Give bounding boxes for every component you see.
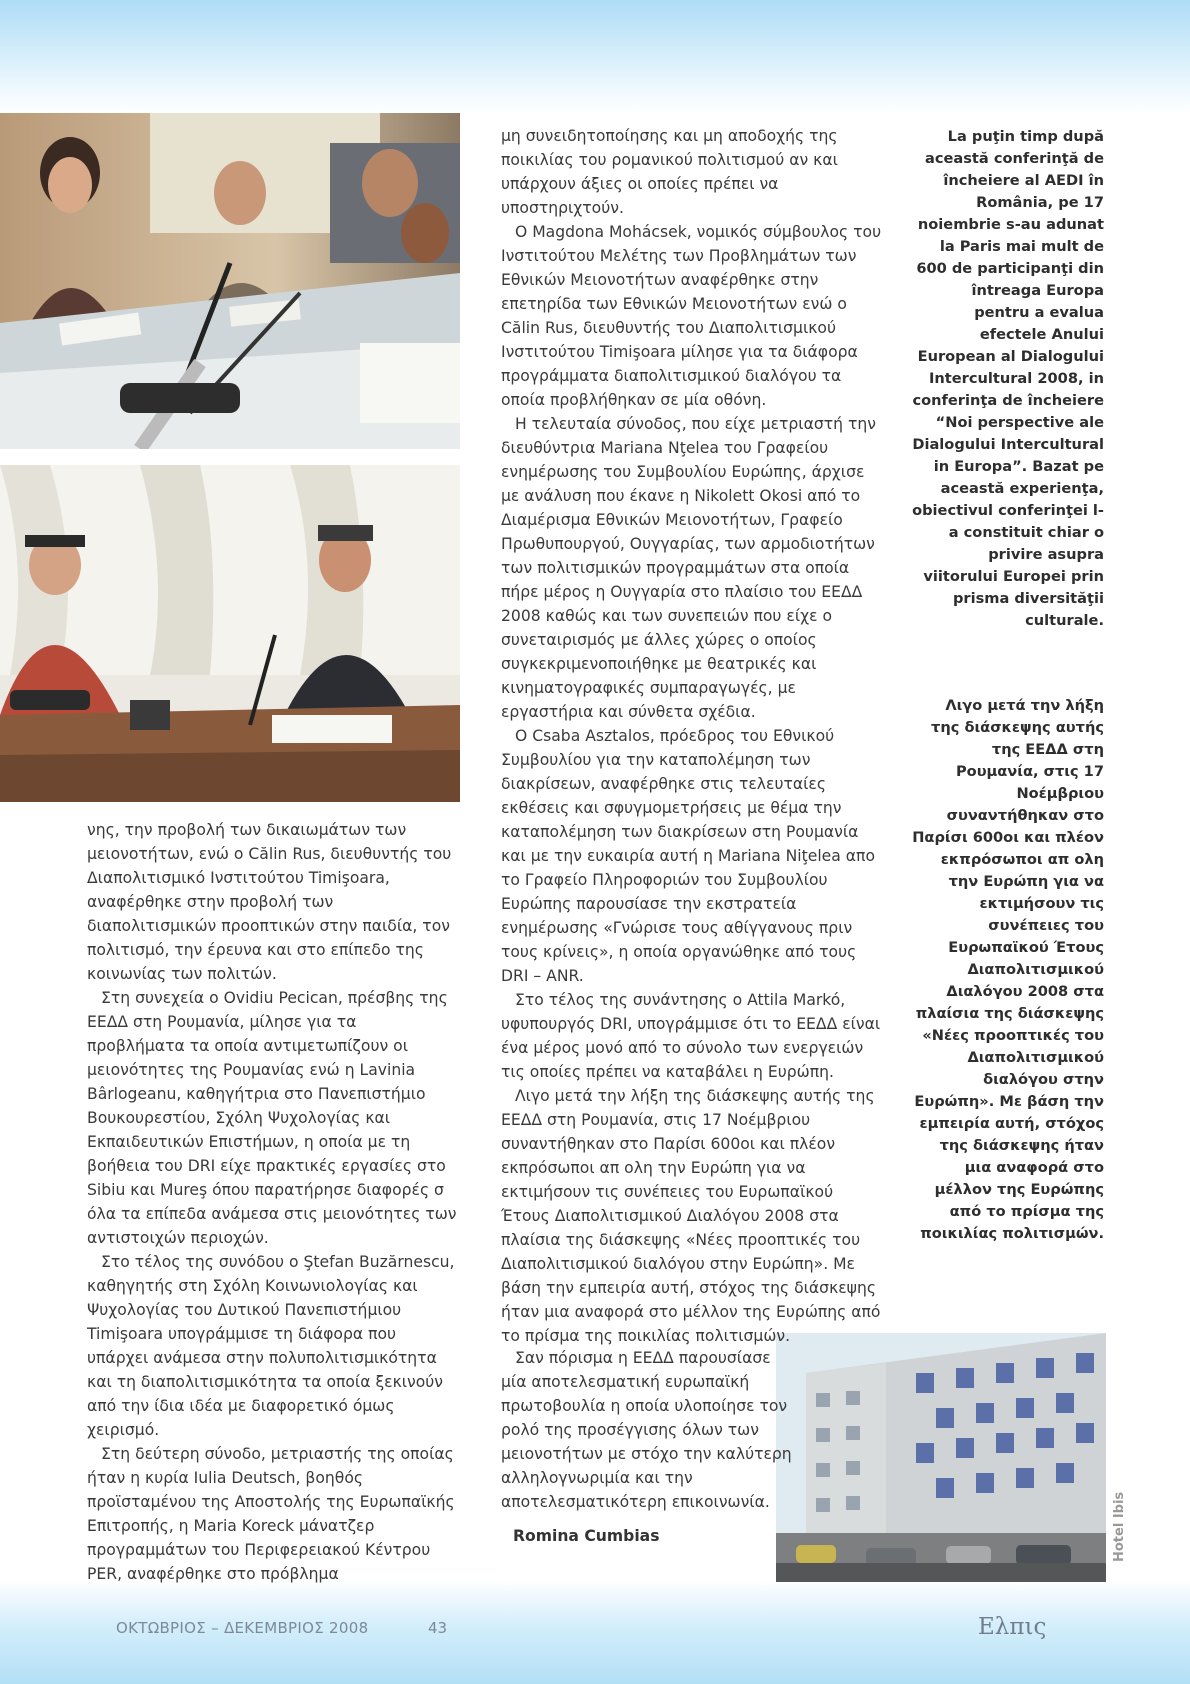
paragraph: Σαν πόρισμα η ΕΕΔΔ παρουσίασε μία αποτελεσματική ευρωπαϊκή πρωτοβουλία η οποία υλοποίησε τον ρολό της προσέγγισης όλων των μειονοτήτων με στόχο την καλύτερη αλληλογνωριμία και την αποτελεσματικότερη επικοινωνία.	[501, 1349, 792, 1511]
sidebar-greek	[912, 695, 1104, 1245]
conference-panel-photo	[0, 113, 460, 449]
paragraph: Στη δεύτερη σύνοδο, μετριαστής της οποίας ήταν η κυρία Iulia Deutsch, βοηθός προϊσταμένου της Αποστολής της Ευρωπαϊκής Επιτροπής, η Maria Koreck μάνατζερ προγραμμάτων του Περιφερειακού Κέντρου PER, αναφέρθηκε στο πρόβλημα	[87, 1445, 455, 1583]
hotel-photo-caption: Hotel Ibis	[1112, 1491, 1127, 1562]
sidebar-romanian-text: La puţin timp după această conferinţă de încheiere al AEDI în România, pe 17 noiembrie s-au adunat la Paris mai mult de 600 de participanţi din întreaga Europa pentru a evalua efectele Anului European al Dialogului Intercultural 2008, in conferinţa de încheiere “Noi perspective ale Dialogului Intercultural in Europa”. Bazat pe această experienţa, obiectivul conferinţei l-a constituit chiar o privire asupra viitorului Europei prin prisma diversităţii culturale.	[912, 128, 1104, 629]
paragraph: O Magdona Mohácsek, νομικός σύμβουλος του Ινστιτούτου Μελέτης των Προβλημάτων των Εθνικών Μειονοτήτων αναφέρθηκε στην επετηρίδα των Εθνικών Μειονοτήτων ενώ ο Călin Rus, διευθυντής του Διαπολιτισμικού Ινστιτούτου Timişoara μίλησε για τα διάφορα προγράμματα διαπολιτισμικού διαλόγου τα οποία προβλήθηκαν σε μία οθόνη.	[501, 223, 882, 409]
author-signature: Romina Cumbias	[513, 1527, 660, 1545]
paragraph: O Csaba Asztalos, πρόεδρος του Εθνικού Συμβουλίου για την καταπολέμηση των διακρίσεων, αναφέρθηκε στις τελευταίες εκθέσεις και σφυγμομετρήσεις με θέμα την καταπολέμηση των διακρίσεων στη Ρουμανία και με την ευκαιρία αυτή η Mariana Niţelea απο το Γραφείο Πληροφοριών του Συμβουλίου Ευρώπης παρουσίασε την εκστρατεία ενημέρωσης «Γνώρισε τους αθίγγανους πριν τους κρίνεις», η οποία οργανώθηκε από τους DRI – ANR.	[501, 727, 875, 985]
conference-speakers-photo	[0, 465, 460, 802]
paragraph: νης, την προβολή των δικαιωμάτων των μειονοτήτων, ενώ ο Călin Rus, διευθυντής του Διαπολιτισμικό Ινστιτούτου Timişoara, αναφέρθηκε στην προβολή των διαπολιτισμικών προοπτικών στην παιδία, τον πολιτισμό, την έρευνα και στο επίπεδο της κοινωνίας των πολιτών.	[87, 821, 452, 983]
footer-magazine-name: Ελπις	[978, 1614, 1047, 1640]
paragraph: Η τελευταία σύνοδος, που είχε μετριαστή την διευθύντρια Mariana Nţelea του Γραφείου ενημέρωσης του Συμβουλίου Ευρώπης, άρχισε με ανάλυση που έκανε η Nikolett Okosi από το Διαμέρισμα Εθνικών Μειονοτήτων, Γραφείο Πρωθυπουργού, Ουγγαρίας, των αρμοδιοτήτων των πολιτισμικών προγραμμάτων στα οποία πήρε μέρος η Ουγγαρία στο πλαίσιο του ΕΕΔΔ 2008 καθώς και των συνεπειών που είχε ο συνεταιρισμός με άλλες χώρες ο οποίος συγκεκριμενοποιήθηκε με θεατρικές και κινηματογραφικές συμπαραγωγές, με εργαστήρια και σύνθετα σχέδια.	[501, 415, 876, 721]
sidebar-greek-text: Λιγο μετά την λήξη της διάσκεψης αυτής της ΕΕΔΔ στη Ρουμανία, στις 17 Νοέμβριου συναντήθηκαν στο Παρίσι 600οι και πλέον εκπρόσωποι απ ολη την Ευρώπη για να εκτιμήσουν τις συνέπειες του Ευρωπαϊκού Έτους Διαπολιτισμικού Διαλόγου 2008 στα πλαίσια της διάσκεψης «Νέες προοπτικές του Διαπολιτισμικού διαλόγου στην Ευρώπη». Με βάση την εμπειρία αυτή, στόχος της διάσκεψης ήταν μια αναφορά στο μέλλον της Ευρώπης από το πρίσμα της ποικιλίας πολιτισμών.	[912, 697, 1104, 1242]
paragraph: μη συνειδητοποίησης και μη αποδοχής της ποικιλίας του ρομανικού πολιτισμού αν και υπάρχουν άξιες οι οποίες πρέπει να υποστηριχτούν.	[501, 127, 838, 217]
left-column	[87, 818, 457, 1586]
paragraph: Στη συνεχεία ο Ovidiu Pecican, πρέσβης της ΕΕΔΔ στη Ρουμανία, μίλησε για τα προβλήματα τα οποία αντιμετωπίζουν οι μειονότητες της Ρουμανίας ενώ η Lavinia Bârlogeanu, καθηγήτρια στο Πανεπιστήμιο Βουκουρεστίου, Σχόλη Ψυχολογίας και Εκπαιδευτικών Επιστήμων, η οποία με τη βοήθεια του DRI είχε πρακτικές εργασίες στο Sibiu και Mureş όπου παρατήρησε διαφορές σ όλα τα επίπεδα ανάμεσα στις μειονότητες των αντιστοιχών περιοχών.	[87, 989, 457, 1247]
footer-issue: ΟΚΤΩΒΡΙΟΣ – ΔΕΚΕΜΒΡΙΟΣ 2008	[116, 1619, 369, 1637]
hotel-ibis-photo	[776, 1333, 1106, 1582]
middle-column-conclusion	[501, 1346, 793, 1548]
paragraph: Στο τέλος της συνάντησης ο Attila Markó, υφυπουργός DRI, υπογράμμισε ότι το ΕΕΔΔ είναι ένα μέρος μονό από το σύνολο των ενεργειών τις οποίες πρέπει να καταβάλει η Ευρώπη.	[501, 991, 881, 1081]
paragraph: Λιγο μετά την λήξη της διάσκεψης αυτής της ΕΕΔΔ στη Ρουμανία, στις 17 Νοέμβριου συναντήθηκαν στο Παρίσι 600οι και πλέον εκπρόσωποι απ ολη την Ευρώπη για να εκτιμήσουν τις συνέπειες του Ευρωπαϊκού Έτους Διαπολιτισμικού Διαλόγου 2008 στα πλαίσια της διάσκεψης «Νέες προοπτικές του Διαπολιτισμικού διαλόγου στην Ευρώπη». Με βάση την εμπειρία αυτή, στόχος της διάσκεψης ήταν μια αναφορά στο μέλλον της Ευρώπης από το πρίσμα της ποικιλίας πολιτισμών.	[501, 1087, 881, 1345]
middle-column	[501, 124, 883, 1348]
paragraph: Στο τέλος της συνόδου ο Ştefan Buzărnescu, καθηγητής στη Σχόλη Κοινωνιολογίας και Ψυχολογίας του Δυτικού Πανεπιστήμιου Timişoara υπογράμμισε τη διάφορα που υπάρχει ανάμεσα στην πολυπολιτισμικότητα και τη διαπολιτισμικότητα τα οποία ξεκινούν από την ίδια ιδέα με διαφορετικό όμως χειρισμό.	[87, 1253, 455, 1439]
sidebar-romanian	[912, 126, 1104, 632]
footer-page-number: 43	[428, 1619, 448, 1637]
